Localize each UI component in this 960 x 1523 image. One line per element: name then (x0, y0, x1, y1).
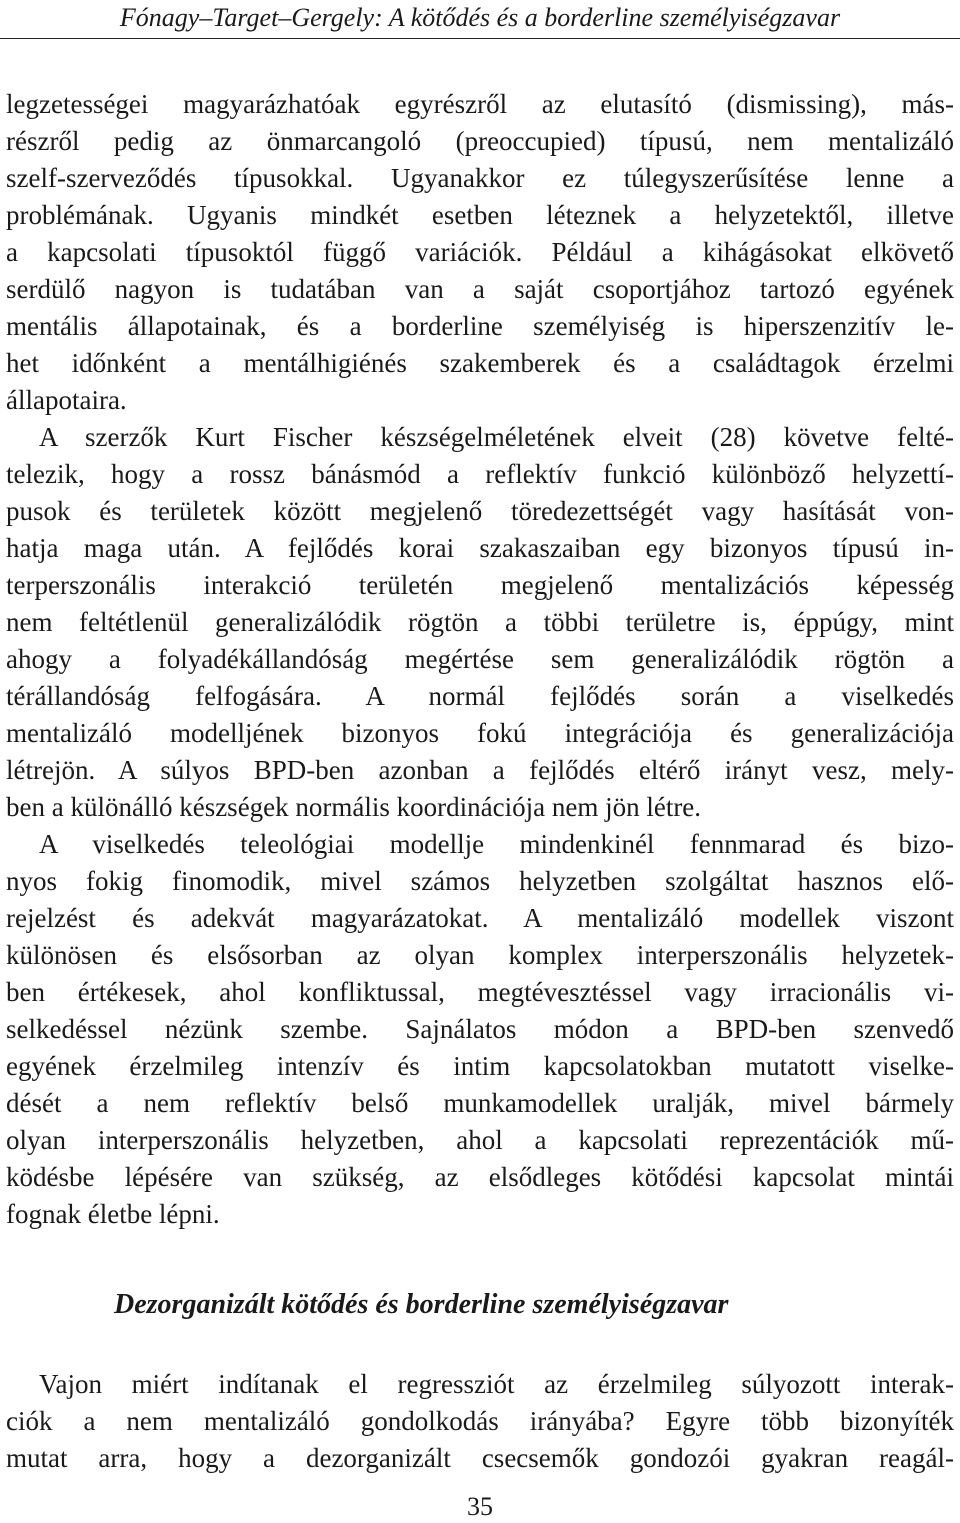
text-line: ciók a nem mentalizáló gondolkodás irányába? Egyre több bizonyíték (6, 1406, 954, 1436)
paragraph (6, 419, 954, 826)
running-header (0, 0, 960, 39)
text-line: serdülő nagyon is tudatában van a saját csoportjához tartozó egyének (6, 274, 954, 304)
text-line: ahogy a folyadékállandóság megértése sem generalizálódik rögtön a (6, 644, 954, 674)
text-line: nem feltétlenül generalizálódik rögtön a többi területre is, éppúgy, mint (6, 607, 954, 637)
text-line: mutat arra, hogy a dezorganizált csecsemők gondozói gyakran reagál- (6, 1443, 954, 1473)
text-line: fognak életbe lépni. (6, 1199, 220, 1229)
page-number: 35 (467, 1492, 493, 1521)
text-line: terperszonális interakció területén megjelenő mentalizációs képesség (6, 570, 954, 600)
paragraph (6, 1366, 954, 1477)
text-line: ben a különálló készségek normális koordinációja nem jön létre. (6, 792, 702, 822)
text-line: szelf-szerveződés típusokkal. Ugyanakkor ez túlegyszerűsítése lenne a (6, 163, 954, 193)
text-line: legzetességei magyarázhatóak egyrészről az elutasító (dismissing), más- (6, 89, 954, 119)
text-line: hatja maga után. A fejlődés korai szakaszaiban egy bizonyos típusú in- (6, 533, 954, 563)
body-text (6, 86, 954, 1477)
text-line: nyos fokig finomodik, mivel számos helyzetben szolgáltat hasznos elő- (6, 866, 954, 896)
text-line: egyének érzelmileg intenzív és intim kapcsolatokban mutatott viselke- (6, 1051, 954, 1081)
text-line: pusok és területek között megjelenő töredezettségét vagy hasítását von- (6, 496, 954, 526)
text-line: ködésbe lépésére van szükség, az elsődleges kötődési kapcsolat mintái (6, 1162, 954, 1192)
text-line: ben értékesek, ahol konfliktussal, megtévesztéssel vagy irracionális vi- (6, 977, 954, 1007)
text-line: telezik, hogy a rossz bánásmód a reflektív funkció különböző helyzettí- (6, 459, 954, 489)
text-line: selkedéssel nézünk szembe. Sajnálatos módon a BPD-ben szenvedő (6, 1014, 954, 1044)
text-line: különösen és elsősorban az olyan komplex interperszonális helyzetek- (6, 940, 954, 970)
text-line: részről pedig az önmarcangoló (preoccupied) típusú, nem mentalizáló (6, 126, 954, 156)
text-line: A szerzők Kurt Fischer készségelméletének elveit (28) követve felté- (39, 422, 954, 452)
section-heading: Dezorganizált kötődés és borderline személyiségzavar (114, 1289, 729, 1320)
text-line: térállandóság felfogására. A normál fejlődés során a viselkedés (6, 681, 954, 711)
text-line: mentalizáló modelljének bizonyos fokú integrációja és generalizációja (6, 718, 954, 748)
paragraph (6, 826, 954, 1233)
text-line: állapotaira. (6, 385, 127, 415)
text-line: mentális állapotainak, és a borderline személyiség is hiperszenzitív le- (6, 311, 954, 341)
text-line: rejelzést és adekvát magyarázatokat. A mentalizáló modellek viszont (6, 903, 954, 933)
text-line: A viselkedés teleológiai modellje mindenkinél fennmarad és bizo- (39, 829, 954, 859)
text-line: létrejön. A súlyos BPD-ben azonban a fejlődés eltérő irányt vesz, mely- (6, 755, 954, 785)
text-line: problémának. Ugyanis mindkét esetben léteznek a helyzetektől, illetve (6, 200, 954, 230)
text-line: olyan interperszonális helyzetben, ahol a kapcsolati reprezentációk mű- (6, 1125, 954, 1155)
text-line: a kapcsolati típusoktól függő variációk. Például a kihágásokat elkövető (6, 237, 954, 267)
text-line: het időnként a mentálhigiénés szakemberek és a családtagok érzelmi (6, 348, 954, 378)
text-line: dését a nem reflektív belső munkamodellek uralják, mivel bármely (6, 1088, 954, 1118)
text-line: Vajon miért indítanak el regressziót az érzelmileg súlyozott interak- (39, 1369, 954, 1399)
running-title: Fónagy–Target–Gergely: A kötődés és a borderline személyiségzavar (119, 3, 841, 32)
paragraph (6, 86, 954, 419)
